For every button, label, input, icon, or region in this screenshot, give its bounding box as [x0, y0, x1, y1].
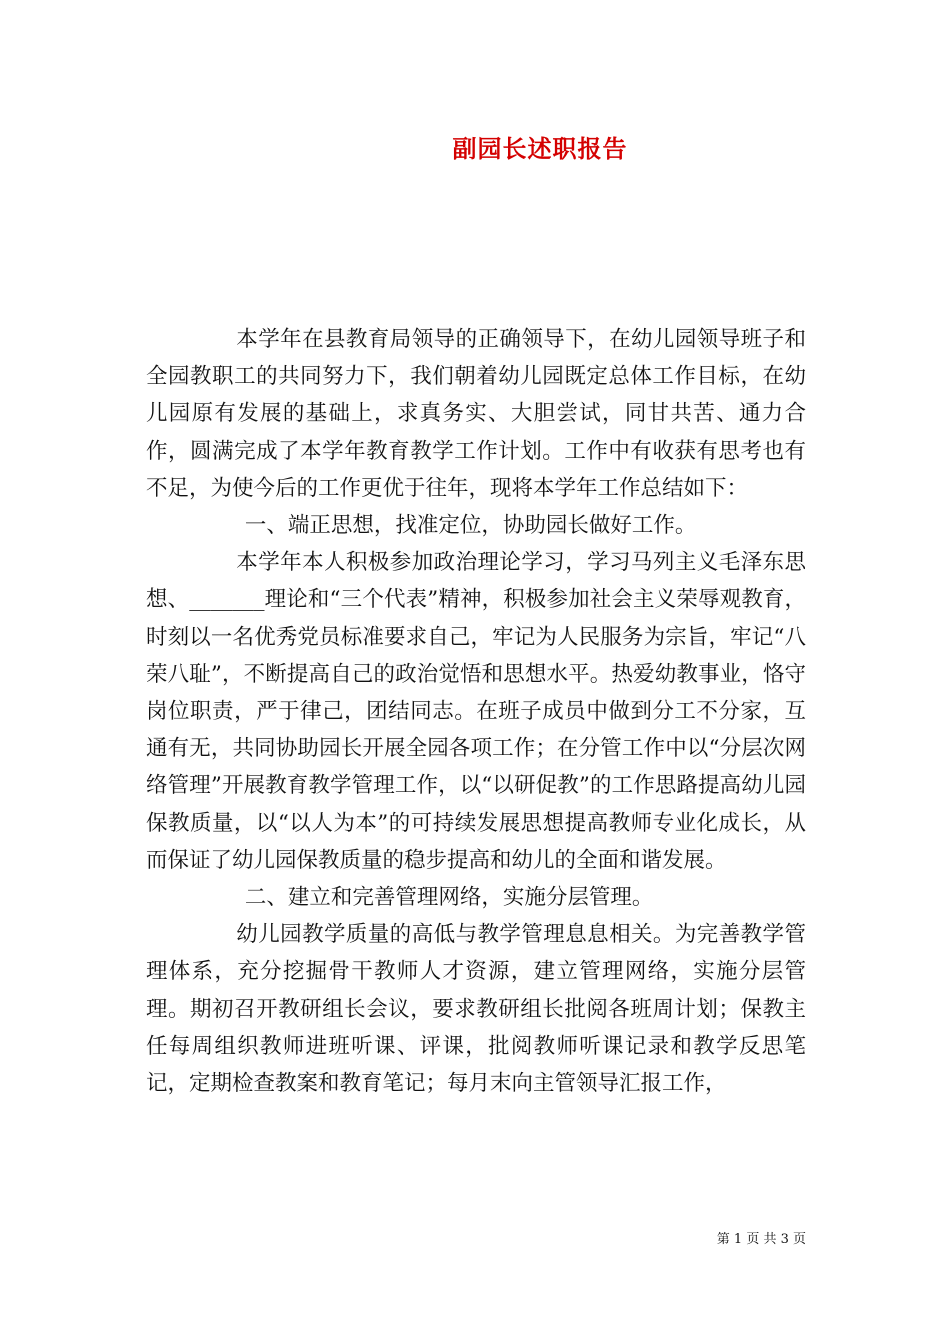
section-heading-1: 一、端正思想，找准定位，协助园长做好工作。 [244, 513, 697, 539]
paragraph-section-1: 本学年本人积极参加政治理论学习，学习马列主义毛泽东思想、_______理论和“三个代表”精神，积极参加社会主义荣辱观教育，时刻以一名优秀党员标准要求自己，牢记为人民服务为宗旨，牢记“八荣八耻”，不断提高自己的政治觉悟和思想水平。热爱幼教事业，恪守岗位职责，严于律己，团结同志。在班子成员中做到分工不分家，互通有无，共同协助园长开展全园各项工作；在分管工作中以“分层次网络管理”开展教育教学管理工作，以“以研促教”的工作思路提高幼儿园保教质量，以“以人为本”的可持续发展思想提高教师专业化成长，从而保证了幼儿园保教质量的稳步提高和幼儿的全面和谐发展。 [146, 550, 806, 873]
document-body [146, 321, 806, 1102]
page-number: 第 1 页 共 3 页 [716, 1232, 806, 1247]
paragraph-section-2: 幼儿园教学质量的高低与教学管理息息相关。为完善教学管理体系，充分挖掘骨干教师人才资源，建立管理网络，实施分层管理。期初召开教研组长会议，要求教研组长批阅各班周计划；保教主任每周组织教师进班听课、评课，批阅教师听课记录和教学反思笔记，定期检查教案和教育笔记；每月末向主管领导汇报工作， [146, 922, 806, 1097]
section-heading-2: 二、建立和完善管理网络，实施分层管理。 [244, 885, 654, 911]
paragraph-intro: 本学年在县教育局领导的正确领导下，在幼儿园领导班子和全园教职工的共同努力下，我们朝着幼儿园既定总体工作目标，在幼儿园原有发展的基础上，求真务实、大胆尝试，同甘共苦、通力合作，圆满完成了本学年教育教学工作计划。工作中有收获有思考也有不足，为使今后的工作更优于往年，现将本学年工作总结如下： [146, 327, 806, 501]
document-title: 副园长述职报告 [452, 134, 628, 163]
